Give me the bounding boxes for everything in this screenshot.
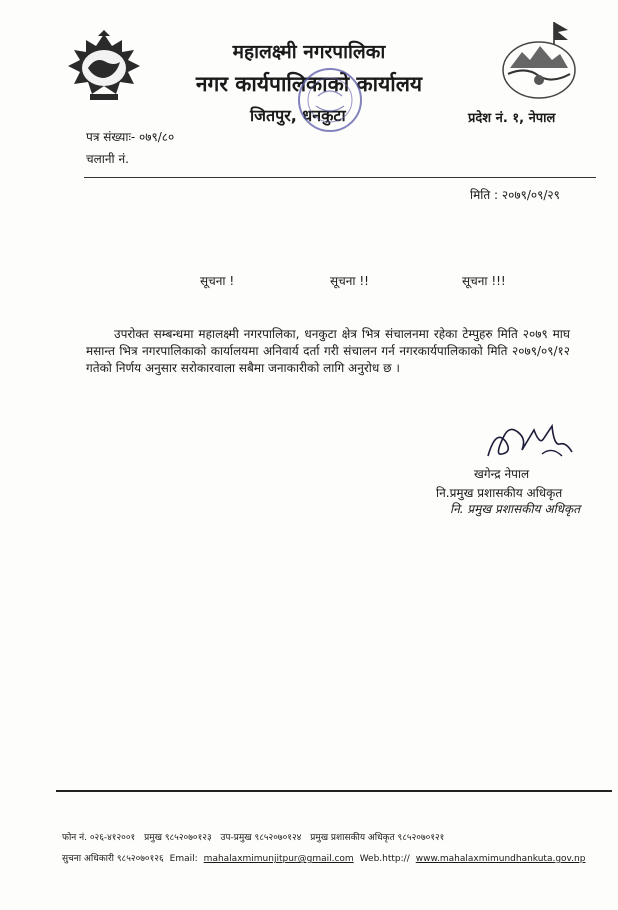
footer-info-officer: सुचना अधिकारी ९८५२०७०१२६ (62, 854, 164, 864)
footer-email-label: Email: (169, 854, 198, 864)
letter-date: मिति : २०७९/०९/२९ (470, 188, 560, 202)
footer-web-link[interactable]: www.mahalaxmimundhankuta.gov.np (415, 854, 586, 864)
office-name: नगर कार्यपालिकाको कार्यालय (195, 72, 423, 96)
header-divider (84, 177, 596, 178)
municipality-name: महालक्ष्मी नगरपालिका (232, 41, 386, 63)
footer-online (62, 851, 591, 864)
footer-contacts (62, 830, 450, 843)
signature (482, 416, 578, 464)
signatory-role-stamp: नि. प्रमुख प्रशासकीय अधिकृत (450, 502, 581, 516)
notice-body: उपरोक्त सम्बन्धमा महालक्ष्मी नगरपालिका, धनकुटा क्षेत्र भित्र संचालनमा रहेका टेम्पुहरु मिति २०७९ माघ मसान्त भित्र नगरपालिकाको कार्यालयमा अनिवार्य दर्ता गरी संचालन गर्न नगरकार्यपालिकाको मिति २०७९/०९/१२ गतेको निर्णय अनुसार सरोकारवाला सबैमा जनाकारीको लागि अनुरोध छ । (86, 327, 570, 375)
notice-heading-3: सूचना !!! (462, 274, 506, 288)
footer-phone: फोन नं. ०२६-४१२००१ (62, 833, 136, 843)
footer-email-link[interactable]: mahalaxmimunjitpur@gmail.com (203, 854, 354, 864)
district-address: जितपुर, धनकुटा (250, 106, 346, 125)
notice-heading-2: सूचना !! (330, 274, 369, 288)
letter-number: पत्र संख्याः- ०७९/८० (86, 130, 175, 144)
dispatch-number: चलानी नं. (86, 152, 129, 166)
footer-divider (56, 790, 612, 792)
footer-deputy: उप-प्रमुख ९८५२०७०१२४ (220, 833, 302, 843)
office-stamp (296, 66, 364, 134)
footer-web-label: Web.http:// (359, 854, 410, 864)
province-address: प्रदेश नं. १, नेपाल (468, 111, 556, 126)
signatory-role: नि.प्रमुख प्रशासकीय अधिकृत (436, 486, 563, 500)
footer-cao: प्रमुख प्रशासकीय अधिकृत ९८५२०७०१२१ (310, 833, 445, 843)
footer-chief: प्रमुख ९८५२०७०१२३ (144, 833, 212, 843)
notice-heading-1: सूचना ! (200, 274, 235, 288)
signatory-name: खगेन्द्र नेपाल (474, 467, 530, 481)
